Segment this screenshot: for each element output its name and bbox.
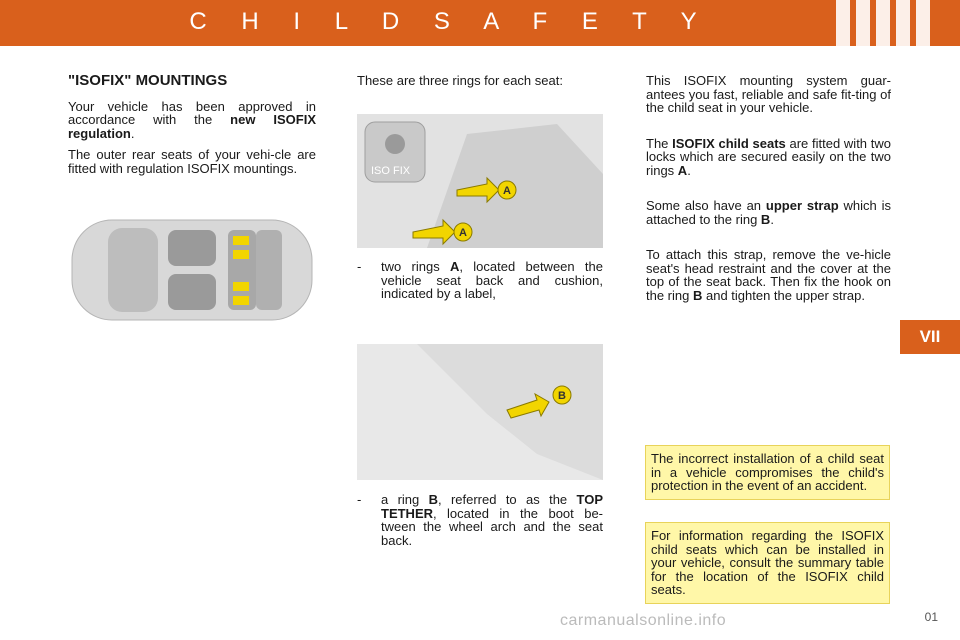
page-title: C H I L D S A F E T Y — [189, 8, 711, 35]
column-right — [646, 74, 891, 310]
seat-rings-image — [357, 114, 603, 248]
ring-a-label-2: A — [459, 227, 467, 239]
locks-paragraph: The ISOFIX child seats are fitted with two locks which are secured easily on the two rings A. — [646, 135, 891, 178]
ring-a-label: A — [503, 185, 511, 197]
column-middle — [357, 74, 607, 96]
rings-intro: These are three rings for each seat: — [357, 73, 563, 88]
boot-ring-image — [357, 344, 603, 480]
chapter-tab[interactable]: VII — [900, 320, 960, 354]
column-left — [68, 74, 316, 183]
section-heading: "ISOFIX" MOUNTINGS — [68, 72, 228, 89]
warning-note: The incorrect installation of a child seat in a vehicle compromises the child's protection in the event of an accident. — [645, 445, 890, 500]
upper-strap-paragraph: Some also have an upper strap which is attached to the ring B. — [646, 198, 891, 227]
watermark: carmanualsonline.info — [560, 612, 727, 629]
ring-b-label: B — [558, 390, 566, 402]
info-note: For information regarding the ISOFIX child seats which can be installed in your vehicle, consult the summary table for the location of the ISOFIX child seats. — [645, 522, 890, 604]
attach-strap-paragraph: To attach this strap, remove the ve-hicle seat's head restraint and the cover at the top of the seat back. Then fix the hook on the ring B and tighten the upper strap. — [646, 247, 891, 303]
page-number: 01 — [924, 610, 938, 624]
header-banner — [0, 0, 960, 46]
banner-stripes — [836, 0, 930, 46]
system-paragraph: This ISOFIX mounting system guar-antees you fast, reliable and safe fit-ting of the child seat in your vehicle. — [646, 73, 891, 115]
approval-paragraph: Your vehicle has been approved in accordance with the new ISOFIX regulation. — [68, 98, 316, 141]
bullet-rings-a: - two rings A, located between the vehicle seat back and cushion, indicated by a label, — [357, 259, 603, 301]
mountings-paragraph: The outer rear seats of your vehi-cle are fitted with regulation ISOFIX mountings. — [68, 147, 316, 176]
car-top-view-image — [68, 210, 318, 330]
isofix-logo-text: ISO FIX — [371, 165, 411, 177]
bullet-ring-b: - a ring B, referred to as the TOP TETHER, located in the boot be-tween the wheel arch and the seat back. — [357, 492, 603, 548]
